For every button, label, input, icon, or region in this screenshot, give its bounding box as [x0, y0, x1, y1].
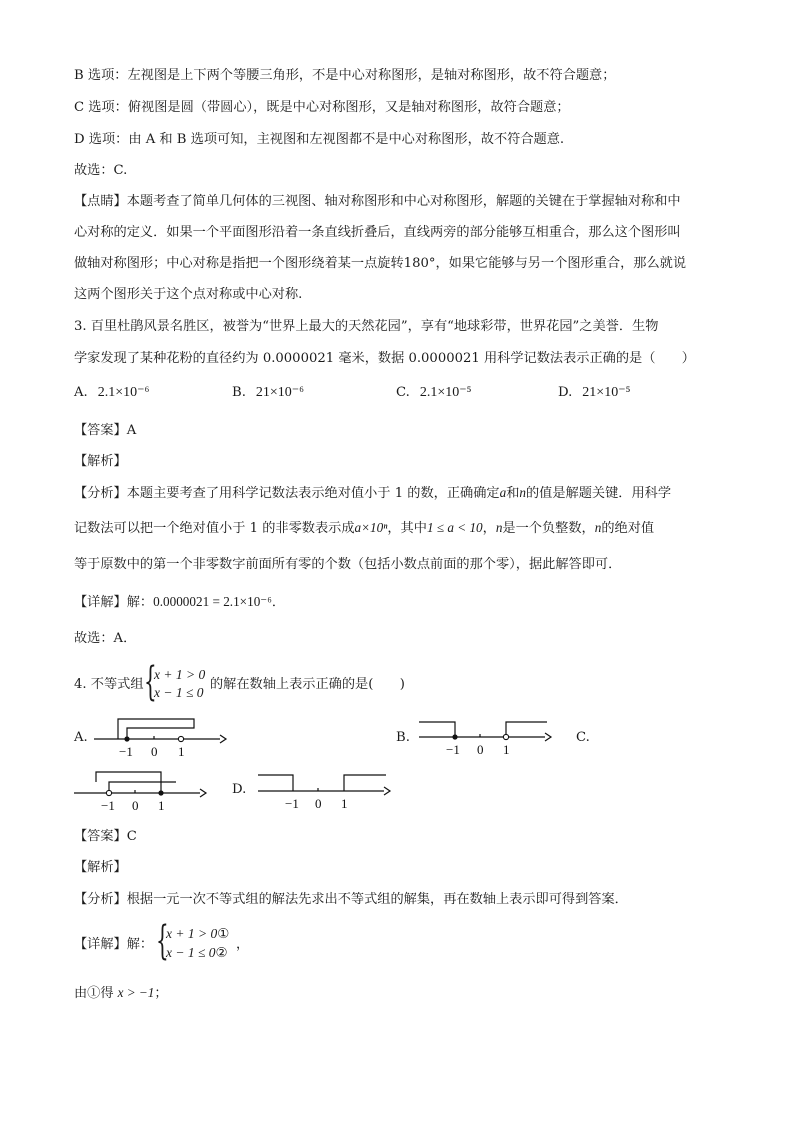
option-value: 21×10⁻⁶	[255, 385, 305, 400]
point-minus-one	[452, 734, 457, 739]
axis-arrow	[220, 735, 226, 743]
ray-right	[506, 722, 547, 737]
label-one: 1	[503, 742, 510, 757]
ineq-text: x − 1 ≤ 0	[166, 945, 216, 960]
q3-select: 故选：A．	[74, 631, 137, 646]
q4-option-a-label[interactable]: A.	[74, 730, 88, 745]
ray-left	[258, 775, 293, 791]
text-line: 【点睛】本题考查了简单几何体的三视图、轴对称图形和中心对称图形，解题的关键在于掌握轴对称和中	[74, 194, 681, 209]
math-n: n	[519, 485, 526, 500]
point-minus-one	[124, 736, 129, 741]
q3-option-b[interactable]	[232, 384, 304, 402]
q4-option-d-label[interactable]: D.	[232, 782, 247, 797]
q4-option-c-label[interactable]: C.	[576, 730, 590, 745]
label-one: 1	[178, 744, 185, 759]
text: ．	[271, 595, 286, 610]
math-detail-eq: 0.0000021 = 2.1×10⁻⁶	[153, 594, 272, 609]
label-zero: 0	[315, 796, 322, 811]
label-minus-one: −1	[119, 744, 133, 759]
text-line: D 选项：由 A 和 B 选项可知，主视图和左视图都不是中心对称图形，故不符合题意.	[74, 132, 565, 147]
q4-option-a-number-line[interactable]	[92, 715, 232, 760]
text: 【详解】解：	[74, 595, 154, 610]
q4-detail-comma: ，	[236, 937, 250, 952]
point-one	[158, 790, 163, 795]
text-line: 做轴对称图形；中心对称是指把一个图形绕着某一点旋转180°，如果它能够与另一个图形重合，那么就说	[74, 256, 687, 271]
ray-left	[109, 782, 176, 793]
text-line: B 选项：左视图是上下两个等腰三角形，不是中心对称图形，是轴对称图形，故不符合题意；	[74, 68, 616, 83]
q4-jiexi: 【解析】	[74, 860, 127, 875]
inequality-system-detail	[156, 918, 246, 964]
option-letter: C.	[396, 385, 410, 400]
point-minus-one	[106, 790, 111, 795]
q3-fenxi-line2	[74, 519, 654, 538]
brace-glyph: {	[156, 918, 169, 964]
text: 是一个负整数，	[502, 521, 595, 536]
ray-bracket	[118, 719, 194, 739]
q3-answer: 【答案】A	[74, 423, 137, 438]
q4-detail-label: 【详解】解：	[74, 937, 154, 952]
ineq-row-2	[166, 944, 228, 961]
circled-two: ②	[215, 945, 228, 960]
q4-option-d-number-line[interactable]	[256, 767, 396, 812]
q4-last-line	[74, 984, 168, 1003]
math-n: n	[594, 520, 602, 535]
math-range: 1 ≤ a < 10	[426, 520, 483, 535]
text: 和	[506, 486, 520, 501]
q4-stem-label: 4. 不等式组	[74, 677, 144, 692]
label-minus-one: −1	[101, 798, 115, 813]
text: ，	[482, 521, 496, 536]
question-3-stem: 3. 百里杜鹃风景名胜区，被誉为“世界上最大的天然花园”，享有“地球彩带，世界花园”之美誉．生物	[74, 319, 659, 334]
brace-glyph: {	[144, 659, 157, 705]
inequality-system	[144, 659, 214, 705]
text: 由①得	[74, 986, 114, 1001]
label-one: 1	[158, 798, 165, 813]
label-zero: 0	[151, 744, 158, 759]
q3-fenxi-line3: 等于原数中的第一个非零数字前面所有零的个数（包括小数点前面的那个零），据此解答即可．	[74, 557, 622, 572]
label-minus-one: −1	[446, 742, 460, 757]
q3-detail	[74, 593, 285, 612]
text: ，其中	[387, 521, 427, 536]
ineq-row-1: x + 1 > 0	[154, 667, 206, 682]
axis-arrow	[384, 787, 390, 795]
ineq-text: x + 1 > 0	[166, 926, 218, 941]
circled-one: ①	[217, 926, 230, 941]
option-letter: A.	[74, 385, 88, 400]
q3-fenxi-line1	[74, 484, 671, 503]
ray-right	[344, 775, 386, 791]
option-value: 21×10⁻⁵	[582, 385, 631, 400]
point-one	[178, 736, 183, 741]
q4-answer: 【答案】C	[74, 829, 137, 844]
math-sci-form: a×10ⁿ	[354, 520, 388, 535]
label-zero: 0	[132, 798, 139, 813]
text: ；	[154, 986, 168, 1001]
math-a: a	[499, 485, 507, 500]
math-n: n	[495, 520, 503, 535]
text-line: 心对称的定义．如果一个平面图形沿着一条直线折叠后，直线两旁的部分能够互相重合，那么这个图形叫	[74, 225, 681, 240]
q4-fenxi: 【分析】根据一元一次不等式组的解法先求出不等式组的解集，再在数轴上表示即可得到答案．	[74, 892, 628, 907]
ineq-row-2: x − 1 ≤ 0	[154, 685, 204, 700]
q3-option-d[interactable]	[558, 384, 630, 402]
q3-option-c[interactable]	[396, 384, 471, 402]
label-minus-one: −1	[285, 796, 299, 811]
option-value: 2.1×10⁻⁶	[97, 385, 150, 400]
q4-option-c-number-line[interactable]	[72, 767, 212, 812]
text: 【分析】本题主要考查了用科学记数法表示绝对值小于 1 的数，正确确定	[74, 486, 500, 501]
option-value: 2.1×10⁻⁵	[419, 385, 472, 400]
q4-stem-rest: 的解在数轴上表示正确的是( )	[210, 677, 405, 692]
text-line: C 选项：俯视图是圆（带圆心），既是中心对称图形，又是轴对称图形，故符合题意；	[74, 100, 570, 115]
axis-arrow	[200, 789, 206, 797]
text: 的绝对值	[601, 521, 655, 536]
ray-left	[419, 722, 455, 737]
question-3-stem-cont: 学家发现了某种花粉的直径约为 0.0000021 毫米，数据 0.0000021 用科学记数法表示正确的是（ ）	[74, 351, 695, 366]
text-line: 这两个图形关于这个点对称或中心对称.	[74, 287, 303, 302]
option-letter: D.	[558, 385, 573, 400]
q4-option-b-label[interactable]: B.	[396, 730, 410, 745]
label-zero: 0	[477, 742, 484, 757]
option-letter: B.	[232, 385, 246, 400]
text-line: 故选：C.	[74, 163, 128, 178]
text: 记数法可以把一个绝对值小于 1 的非零数表示成	[74, 521, 355, 536]
label-one: 1	[341, 796, 348, 811]
q3-option-a[interactable]	[74, 384, 149, 402]
q4-option-b-number-line[interactable]	[417, 715, 557, 760]
q3-jiexi: 【解析】	[74, 454, 127, 469]
axis-arrow	[545, 733, 551, 741]
point-one	[503, 734, 508, 739]
text: 的值是解题关键．用科学	[525, 486, 672, 501]
math-x-gt: x > −1	[117, 985, 155, 1000]
ineq-row-1	[166, 925, 229, 942]
